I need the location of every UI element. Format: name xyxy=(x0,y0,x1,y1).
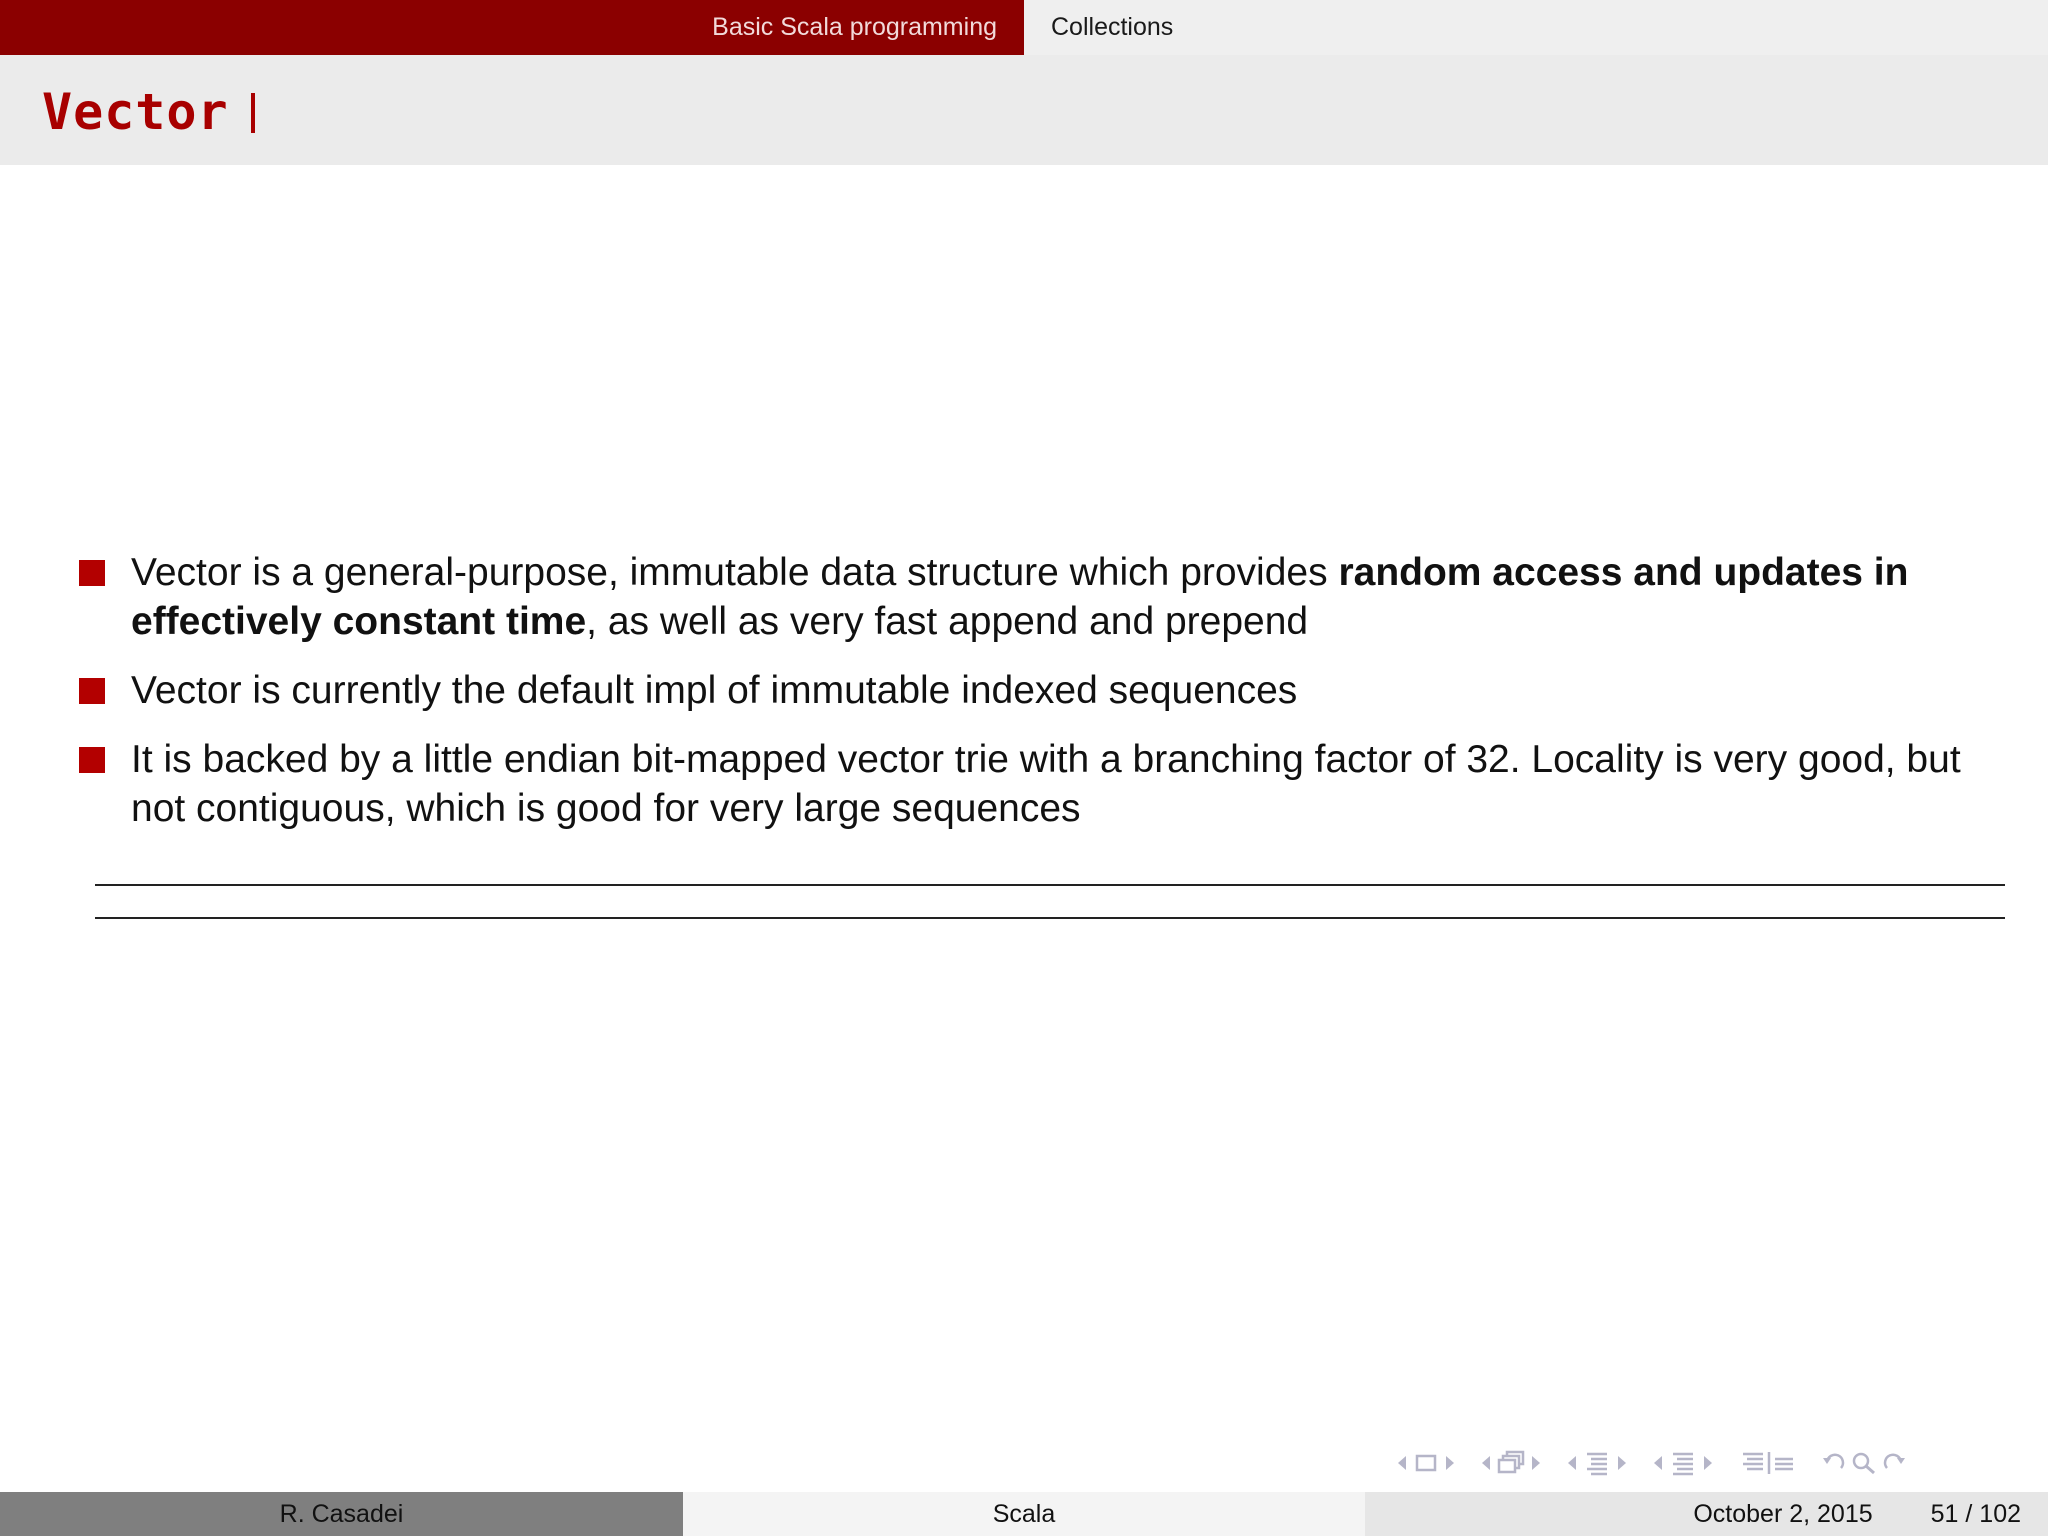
section-icon[interactable] xyxy=(1665,1450,1701,1476)
beamer-navigation-symbols xyxy=(1395,1448,1909,1478)
subsection-icon[interactable] xyxy=(1493,1450,1529,1476)
navigation-bar xyxy=(0,0,2048,55)
footer-page-number: 51 / 102 xyxy=(1930,1499,2021,1528)
footer-date: October 2, 2015 xyxy=(1693,1499,1873,1528)
arrow-left-icon[interactable] xyxy=(1651,1453,1665,1473)
frame-icon[interactable] xyxy=(1409,1451,1443,1475)
bullet-item xyxy=(79,735,2009,833)
bullet-text-bold: random access and updates in effectively constant time xyxy=(131,551,1909,643)
arrow-right-icon[interactable] xyxy=(1529,1453,1543,1473)
undo-icon[interactable] xyxy=(1819,1450,1849,1476)
section-icon[interactable] xyxy=(1579,1450,1615,1476)
slide-title-text: Vector xyxy=(42,83,229,141)
horizontal-rule xyxy=(95,917,2005,919)
slide-title xyxy=(42,83,255,141)
footer xyxy=(0,1492,2048,1536)
footer-author-text: R. Casadei xyxy=(279,1499,404,1528)
appendix-icon[interactable] xyxy=(1737,1450,1797,1476)
bullet-item xyxy=(79,548,2009,646)
bullet-text-post: , as well as very fast append and prepend xyxy=(586,600,1309,643)
title-band xyxy=(0,55,2048,165)
footer-title xyxy=(683,1492,1365,1536)
arrow-right-icon[interactable] xyxy=(1615,1453,1629,1473)
bullet-text: It is backed by a little endian bit-mapped vector trie with a branching factor of 32. Locality is very good, but not contiguous, which is good for very large sequences xyxy=(131,738,1961,830)
footer-author xyxy=(0,1492,683,1536)
bullet-square-icon xyxy=(79,560,105,586)
bullet-item xyxy=(79,666,2009,715)
arrow-left-icon[interactable] xyxy=(1395,1453,1409,1473)
title-cursor xyxy=(251,93,255,133)
bullet-text-pre: Vector is a general-purpose, immutable data structure which provides xyxy=(131,551,1339,594)
nav-section[interactable] xyxy=(0,0,1024,55)
redo-icon[interactable] xyxy=(1879,1450,1909,1476)
footer-date-page xyxy=(1365,1492,2048,1536)
bullet-square-icon xyxy=(79,747,105,773)
search-icon[interactable] xyxy=(1849,1450,1879,1476)
footer-title-text: Scala xyxy=(992,1499,1056,1528)
nav-subsection[interactable] xyxy=(1024,0,2048,55)
arrow-right-icon[interactable] xyxy=(1443,1453,1457,1473)
bullet-list xyxy=(79,548,2009,853)
arrow-left-icon[interactable] xyxy=(1479,1453,1493,1473)
horizontal-rule xyxy=(95,884,2005,886)
nav-section-label: Basic Scala programming xyxy=(712,13,997,41)
arrow-left-icon[interactable] xyxy=(1565,1453,1579,1473)
nav-subsection-label: Collections xyxy=(1051,13,1174,41)
arrow-right-icon[interactable] xyxy=(1701,1453,1715,1473)
bullet-square-icon xyxy=(79,678,105,704)
bullet-text: Vector is currently the default impl of immutable indexed sequences xyxy=(131,669,1298,712)
